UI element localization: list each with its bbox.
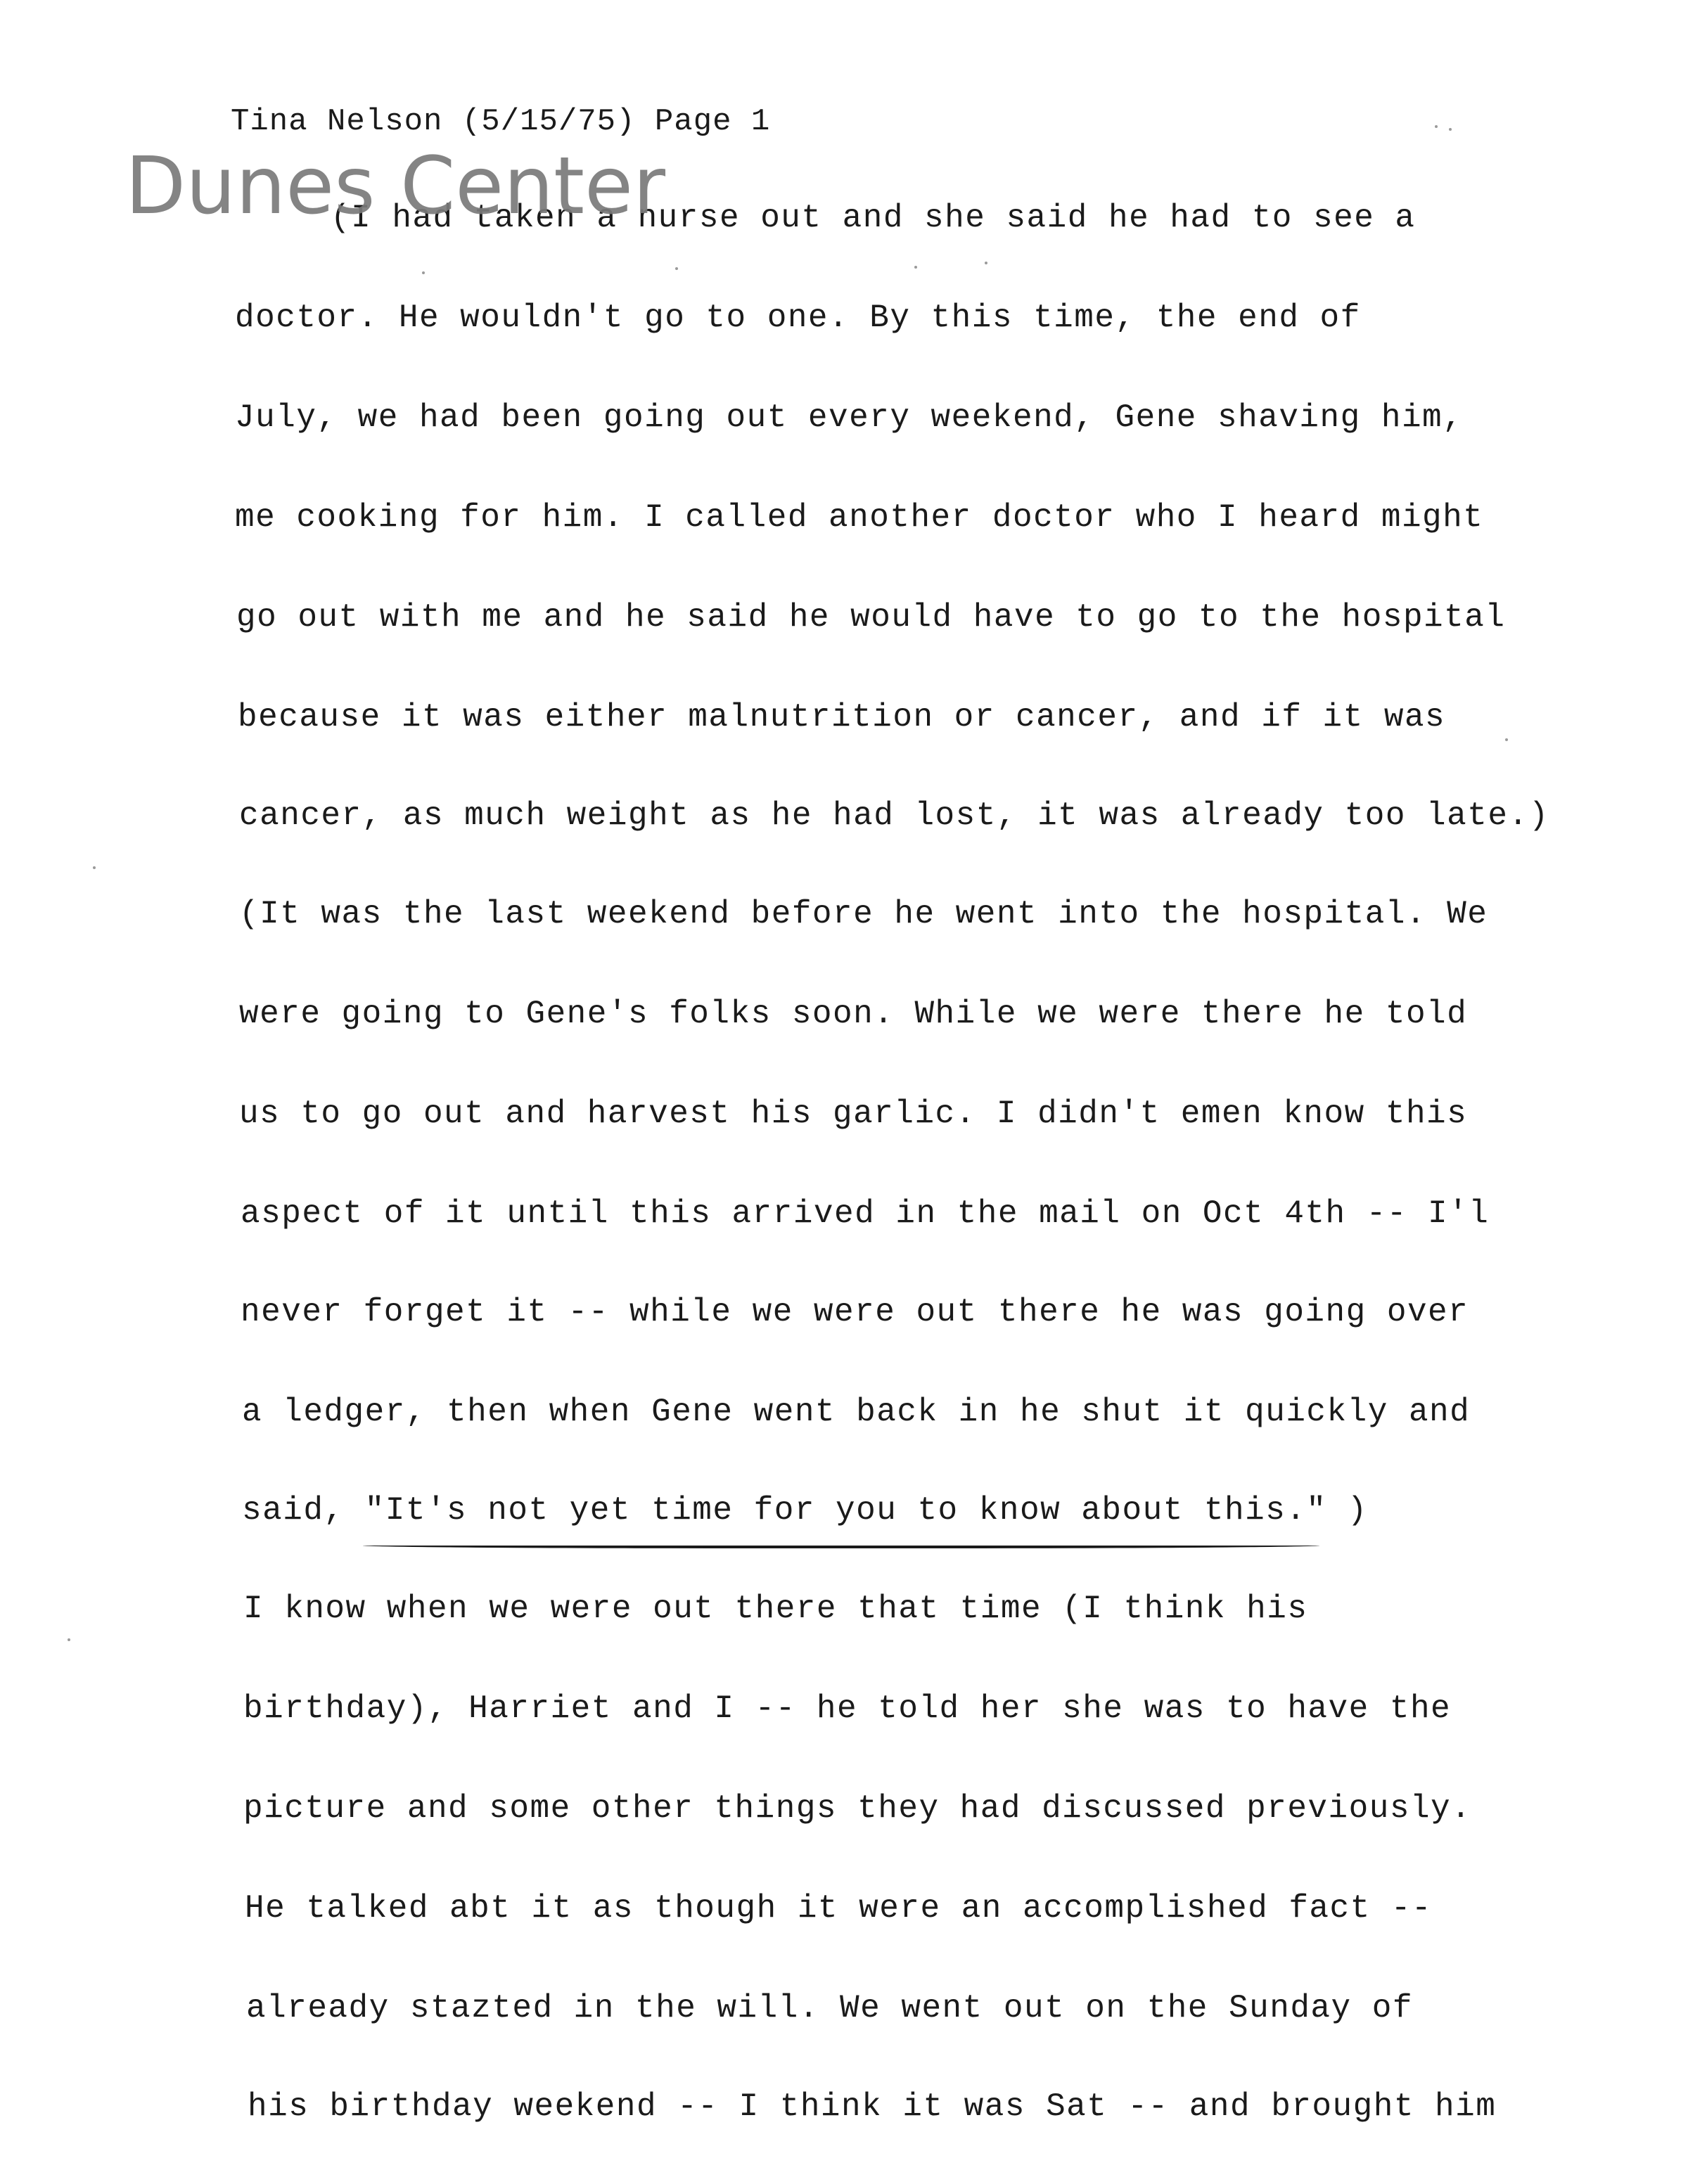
body-line: were going to Gene's folks soon. While we were there he told [239, 996, 1468, 1032]
body-line: picture and some other things they had discussed previously. [243, 1790, 1472, 1827]
scan-speck [675, 267, 678, 270]
body-line: (It was the last weekend before he went into the hospital. We [239, 896, 1488, 932]
scan-speck [422, 271, 425, 274]
body-line: go out with me and he said he would have to go to the hospital [236, 599, 1506, 636]
body-line: July, we had been going out every weekend, Gene shaving him, [235, 399, 1464, 436]
scan-speck [914, 266, 917, 269]
body-line: He talked abt it as though it were an accomplished fact -- [245, 1890, 1433, 1927]
scan-speck [1505, 738, 1508, 741]
page-header: Tina Nelson (5/15/75) Page 1 [231, 104, 771, 139]
body-line: me cooking for him. I called another doctor who I heard might [235, 499, 1484, 536]
body-line: birthday), Harriet and I -- he told her she was to have the [243, 1690, 1452, 1727]
body-line: aspect of it until this arrived in the mail on Oct 4th -- I'l [241, 1195, 1490, 1232]
body-line: a ledger, then when Gene went back in he shut it quickly and [242, 1394, 1471, 1430]
scan-speck [1435, 125, 1438, 128]
watermark-logo: Dunes Center [125, 141, 666, 232]
body-line: because it was either malnutrition or cancer, and if it was [238, 699, 1446, 736]
body-line: (I had taken a nurse out and she said he had to see a [331, 200, 1416, 236]
scan-speck [1449, 128, 1452, 131]
body-line: cancer, as much weight as he had lost, it was already too late.) [239, 797, 1549, 834]
body-line: us to go out and harvest his garlic. I didn't emen know this [239, 1096, 1468, 1132]
body-line: his birthday weekend -- I think it was Sat -- and brought him [248, 2088, 1497, 2125]
scan-speck [93, 866, 96, 869]
scan-speck [985, 262, 987, 264]
body-line: never forget it -- while we were out there he was going over [241, 1294, 1469, 1330]
scan-speck [68, 1638, 70, 1641]
body-line: doctor. He wouldn't go to one. By this time, the end of [235, 300, 1361, 336]
handwritten-underline [363, 1541, 1319, 1548]
body-line: said, "It's not yet time for you to know about this." ) [242, 1492, 1368, 1529]
body-line: already stazted in the will. We went out on the Sunday of [246, 1990, 1413, 2026]
body-line: I know when we were out there that time (I think his [243, 1591, 1308, 1627]
